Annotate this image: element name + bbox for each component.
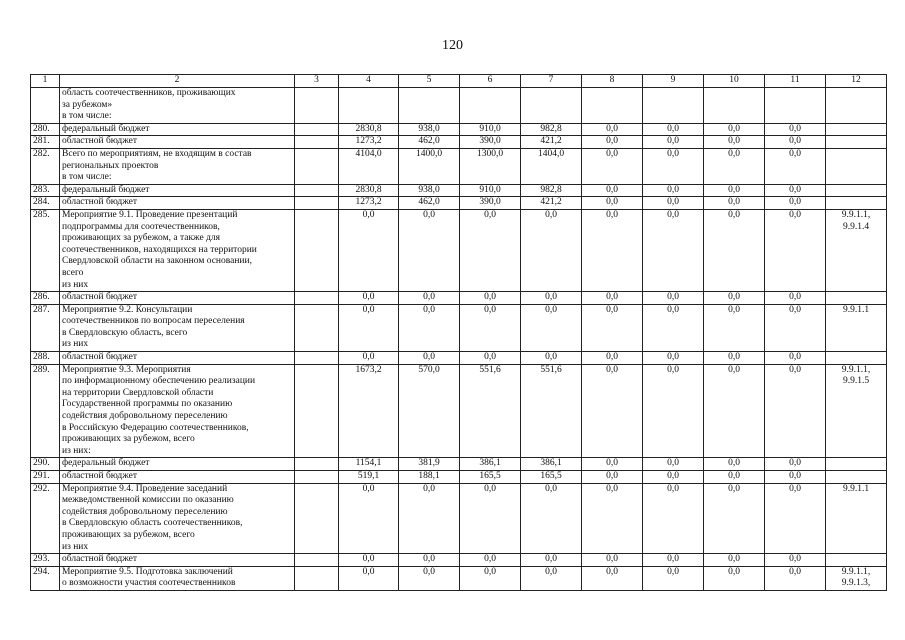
value-cell: 0,0 (582, 123, 643, 136)
value-cell: 0,0 (460, 483, 521, 554)
value-cell: 462,0 (399, 197, 460, 210)
value-cell: 0,0 (765, 136, 826, 149)
value-cell: 0,0 (460, 292, 521, 305)
column-3-cell (295, 148, 339, 184)
value-cell (643, 88, 704, 124)
table-row (31, 88, 887, 124)
value-cell: 0,0 (643, 566, 704, 590)
value-cell: 0,0 (582, 364, 643, 458)
value-cell: 0,0 (399, 566, 460, 590)
row-description: областной бюджет (60, 554, 295, 567)
value-cell: 0,0 (521, 292, 582, 305)
row-description: Мероприятие 9.1. Проведение презентаций подпрограммы для соотечественников, проживающих за рубежом, а также для соотечественников, находящихся на территории Свердловской области на законном основании, всего из них (60, 209, 295, 291)
value-cell: 1400,0 (399, 148, 460, 184)
row-description: областной бюджет (60, 471, 295, 484)
row-number: 285. (31, 209, 60, 291)
value-cell: 0,0 (704, 304, 765, 351)
value-cell: 0,0 (399, 209, 460, 291)
value-cell: 2830,8 (339, 123, 399, 136)
column-header: 11 (765, 75, 826, 88)
value-cell (765, 88, 826, 124)
column-3-cell (295, 197, 339, 210)
value-cell: 0,0 (765, 554, 826, 567)
target-reference (826, 352, 887, 365)
table-row (31, 554, 887, 567)
column-3-cell (295, 364, 339, 458)
row-number: 286. (31, 292, 60, 305)
row-description: область соотечественников, проживающих за рубежом» в том числе: (60, 88, 295, 124)
value-cell: 519,1 (339, 471, 399, 484)
column-header: 10 (704, 75, 765, 88)
value-cell: 0,0 (339, 566, 399, 590)
target-reference (826, 458, 887, 471)
table-row (31, 123, 887, 136)
column-3-cell (295, 123, 339, 136)
value-cell: 570,0 (399, 364, 460, 458)
value-cell: 2830,8 (339, 184, 399, 197)
value-cell: 0,0 (765, 364, 826, 458)
value-cell: 938,0 (399, 184, 460, 197)
row-number: 293. (31, 554, 60, 567)
value-cell: 0,0 (704, 209, 765, 291)
row-number: 288. (31, 352, 60, 365)
value-cell: 0,0 (765, 471, 826, 484)
value-cell: 910,0 (460, 123, 521, 136)
value-cell: 0,0 (765, 184, 826, 197)
value-cell: 0,0 (339, 554, 399, 567)
value-cell: 0,0 (643, 554, 704, 567)
target-reference (826, 554, 887, 567)
value-cell: 0,0 (643, 123, 704, 136)
value-cell: 1154,1 (339, 458, 399, 471)
value-cell: 462,0 (399, 136, 460, 149)
value-cell: 165,5 (521, 471, 582, 484)
value-cell: 390,0 (460, 197, 521, 210)
row-description: Мероприятие 9.3. Мероприятия по информационному обеспечению реализации на территории Свердловской области Государственной программы по оказанию содействия добровольному переселению в Российскую Федерацию соотечественников, проживающих за рубежом, всего из них: (60, 364, 295, 458)
column-header: 1 (31, 75, 60, 88)
value-cell: 0,0 (399, 554, 460, 567)
value-cell: 0,0 (765, 292, 826, 305)
row-description: Всего по мероприятиям, не входящим в состав региональных проектов в том числе: (60, 148, 295, 184)
value-cell: 0,0 (460, 304, 521, 351)
row-description: Мероприятие 9.2. Консультации соотечественников по вопросам переселения в Свердловскую область, всего из них (60, 304, 295, 351)
value-cell: 0,0 (704, 471, 765, 484)
value-cell: 1673,2 (339, 364, 399, 458)
value-cell: 910,0 (460, 184, 521, 197)
value-cell: 551,6 (460, 364, 521, 458)
value-cell: 0,0 (582, 304, 643, 351)
value-cell: 0,0 (643, 458, 704, 471)
value-cell: 0,0 (521, 566, 582, 590)
row-number: 280. (31, 123, 60, 136)
value-cell: 0,0 (582, 209, 643, 291)
value-cell: 0,0 (704, 458, 765, 471)
column-3-cell (295, 471, 339, 484)
row-description: Мероприятие 9.4. Проведение заседаний межведомственной комиссии по оказанию содействия добровольному переселению в Свердловскую область соотечественников, проживающих за рубежом, всего из них (60, 483, 295, 554)
value-cell (521, 88, 582, 124)
column-3-cell (295, 136, 339, 149)
value-cell: 421,2 (521, 136, 582, 149)
row-number: 282. (31, 148, 60, 184)
column-header: 12 (826, 75, 887, 88)
value-cell: 0,0 (521, 483, 582, 554)
target-reference (826, 197, 887, 210)
value-cell (460, 88, 521, 124)
table-row (31, 136, 887, 149)
value-cell: 0,0 (339, 483, 399, 554)
target-reference (826, 184, 887, 197)
target-reference (826, 292, 887, 305)
value-cell: 0,0 (460, 352, 521, 365)
target-reference (826, 123, 887, 136)
table-row (31, 304, 887, 351)
value-cell: 0,0 (704, 483, 765, 554)
column-3-cell (295, 292, 339, 305)
value-cell: 0,0 (643, 471, 704, 484)
value-cell: 1273,2 (339, 197, 399, 210)
column-header: 2 (60, 75, 295, 88)
value-cell: 0,0 (582, 352, 643, 365)
table-body (31, 75, 887, 591)
value-cell: 0,0 (704, 352, 765, 365)
value-cell: 0,0 (582, 554, 643, 567)
value-cell: 0,0 (582, 292, 643, 305)
value-cell: 1273,2 (339, 136, 399, 149)
table-row (31, 292, 887, 305)
row-number: 289. (31, 364, 60, 458)
table-row (31, 566, 887, 590)
value-cell: 0,0 (765, 566, 826, 590)
value-cell: 0,0 (582, 197, 643, 210)
value-cell: 0,0 (704, 197, 765, 210)
value-cell: 0,0 (643, 483, 704, 554)
value-cell: 0,0 (582, 483, 643, 554)
value-cell: 0,0 (765, 458, 826, 471)
value-cell: 0,0 (704, 123, 765, 136)
value-cell: 0,0 (399, 483, 460, 554)
value-cell (704, 88, 765, 124)
table-row (31, 184, 887, 197)
row-number: 294. (31, 566, 60, 590)
value-cell: 0,0 (521, 209, 582, 291)
value-cell: 390,0 (460, 136, 521, 149)
column-3-cell (295, 352, 339, 365)
target-reference: 9.9.1.1, 9.9.1.3, (826, 566, 887, 590)
value-cell: 165,5 (460, 471, 521, 484)
table-row (31, 364, 887, 458)
value-cell: 0,0 (339, 209, 399, 291)
value-cell: 0,0 (582, 148, 643, 184)
value-cell: 0,0 (643, 304, 704, 351)
row-description: Мероприятие 9.5. Подготовка заключений о возможности участия соотечественников (60, 566, 295, 590)
value-cell: 0,0 (460, 566, 521, 590)
table-row (31, 458, 887, 471)
value-cell: 0,0 (339, 292, 399, 305)
column-header: 9 (643, 75, 704, 88)
row-number: 281. (31, 136, 60, 149)
value-cell: 0,0 (765, 197, 826, 210)
value-cell: 386,1 (460, 458, 521, 471)
column-3-cell (295, 458, 339, 471)
row-number (31, 88, 60, 124)
value-cell: 0,0 (643, 148, 704, 184)
column-3-cell (295, 304, 339, 351)
column-header: 3 (295, 75, 339, 88)
value-cell: 1300,0 (460, 148, 521, 184)
value-cell: 0,0 (521, 352, 582, 365)
value-cell: 0,0 (460, 554, 521, 567)
value-cell: 0,0 (582, 136, 643, 149)
value-cell: 0,0 (582, 471, 643, 484)
value-cell: 0,0 (643, 197, 704, 210)
value-cell: 0,0 (399, 352, 460, 365)
target-reference: 9.9.1.1, 9.9.1.4 (826, 209, 887, 291)
value-cell: 4104,0 (339, 148, 399, 184)
column-3-cell (295, 566, 339, 590)
row-description: областной бюджет (60, 292, 295, 305)
value-cell: 386,1 (521, 458, 582, 471)
value-cell: 0,0 (643, 136, 704, 149)
value-cell: 0,0 (765, 148, 826, 184)
column-header: 7 (521, 75, 582, 88)
target-reference (826, 148, 887, 184)
value-cell: 551,6 (521, 364, 582, 458)
value-cell: 421,2 (521, 197, 582, 210)
value-cell: 381,9 (399, 458, 460, 471)
value-cell: 0,0 (765, 123, 826, 136)
column-header: 4 (339, 75, 399, 88)
row-description: областной бюджет (60, 352, 295, 365)
value-cell: 188,1 (399, 471, 460, 484)
target-reference (826, 471, 887, 484)
table-row (31, 471, 887, 484)
row-description: федеральный бюджет (60, 184, 295, 197)
budget-table (30, 74, 887, 591)
column-3-cell (295, 483, 339, 554)
row-number: 290. (31, 458, 60, 471)
row-description: федеральный бюджет (60, 123, 295, 136)
value-cell (582, 88, 643, 124)
value-cell: 982,8 (521, 184, 582, 197)
table-row (31, 197, 887, 210)
column-3-cell (295, 184, 339, 197)
row-description: областной бюджет (60, 136, 295, 149)
row-description: областной бюджет (60, 197, 295, 210)
value-cell: 938,0 (399, 123, 460, 136)
value-cell: 0,0 (339, 304, 399, 351)
column-header: 6 (460, 75, 521, 88)
column-header: 8 (582, 75, 643, 88)
column-3-cell (295, 554, 339, 567)
target-reference: 9.9.1.1 (826, 483, 887, 554)
value-cell: 0,0 (704, 554, 765, 567)
value-cell: 0,0 (704, 292, 765, 305)
value-cell: 0,0 (643, 364, 704, 458)
value-cell: 0,0 (643, 352, 704, 365)
target-reference (826, 136, 887, 149)
value-cell: 0,0 (765, 304, 826, 351)
row-number: 292. (31, 483, 60, 554)
row-number: 291. (31, 471, 60, 484)
target-reference: 9.9.1.1, 9.9.1.5 (826, 364, 887, 458)
value-cell: 0,0 (521, 304, 582, 351)
value-cell: 0,0 (765, 209, 826, 291)
column-3-cell (295, 88, 339, 124)
value-cell: 0,0 (765, 483, 826, 554)
value-cell: 0,0 (399, 292, 460, 305)
value-cell: 0,0 (765, 352, 826, 365)
value-cell: 0,0 (704, 136, 765, 149)
value-cell: 0,0 (582, 184, 643, 197)
table-row (31, 483, 887, 554)
column-3-cell (295, 209, 339, 291)
row-description: федеральный бюджет (60, 458, 295, 471)
value-cell: 0,0 (582, 458, 643, 471)
target-reference (826, 88, 887, 124)
value-cell: 0,0 (339, 352, 399, 365)
row-number: 287. (31, 304, 60, 351)
value-cell: 0,0 (704, 364, 765, 458)
page-number: 120 (442, 38, 463, 53)
row-number: 284. (31, 197, 60, 210)
column-number-row (31, 75, 887, 88)
value-cell: 1404,0 (521, 148, 582, 184)
value-cell (399, 88, 460, 124)
value-cell: 0,0 (460, 209, 521, 291)
value-cell: 0,0 (582, 566, 643, 590)
value-cell: 0,0 (704, 566, 765, 590)
value-cell: 0,0 (704, 148, 765, 184)
row-number: 283. (31, 184, 60, 197)
column-header: 5 (399, 75, 460, 88)
value-cell: 982,8 (521, 123, 582, 136)
table-row (31, 352, 887, 365)
value-cell: 0,0 (643, 209, 704, 291)
value-cell: 0,0 (704, 184, 765, 197)
target-reference: 9.9.1.1 (826, 304, 887, 351)
value-cell: 0,0 (399, 304, 460, 351)
value-cell: 0,0 (643, 184, 704, 197)
value-cell: 0,0 (643, 292, 704, 305)
value-cell: 0,0 (521, 554, 582, 567)
table-row (31, 148, 887, 184)
value-cell (339, 88, 399, 124)
table-row (31, 209, 887, 291)
